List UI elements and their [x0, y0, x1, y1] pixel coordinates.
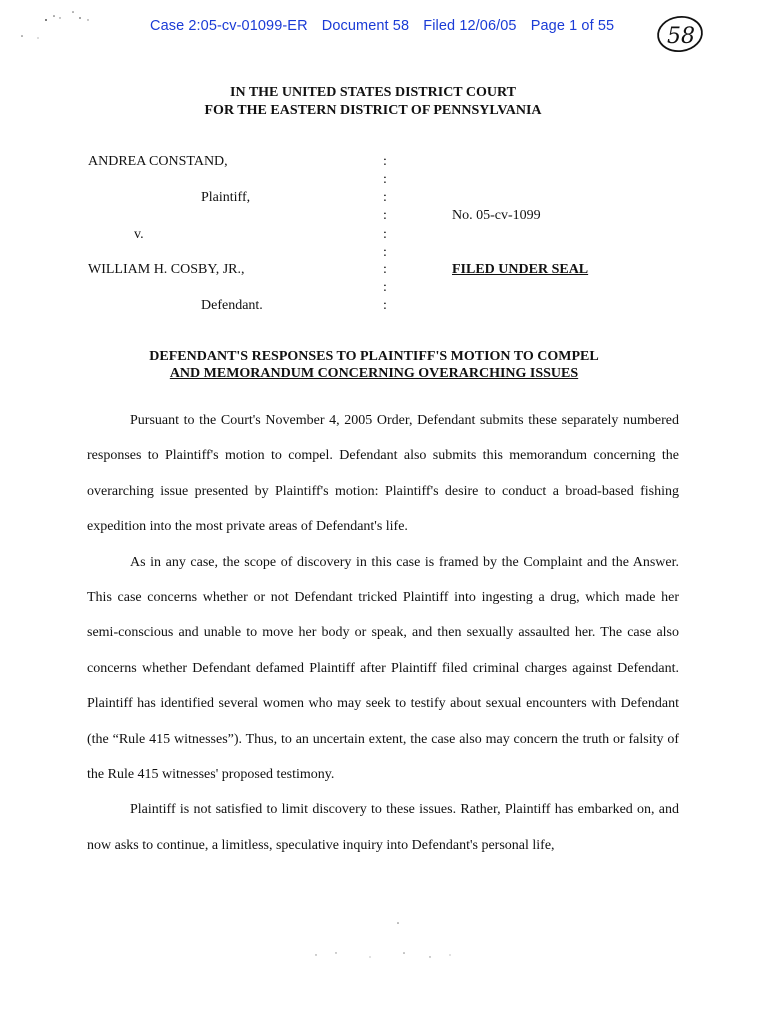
caption-colon: : — [383, 227, 387, 242]
case-caption — [0, 0, 768, 330]
case-number-label: Case 2:05-cv-01099-ER — [150, 18, 308, 34]
document-number-label: Document 58 — [321, 18, 410, 34]
defendant-role: Defendant. — [201, 298, 263, 313]
caption-colon: : — [383, 245, 387, 260]
caption-colon: : — [383, 154, 387, 169]
defendant-name: WILLIAM H. COSBY, JR., — [88, 262, 245, 277]
versus-label: v. — [134, 227, 144, 242]
caption-colon: : — [383, 298, 387, 313]
caption-colon: : — [383, 280, 387, 295]
document-title-line-1: DEFENDANT'S RESPONSES TO PLAINTIFF'S MOTION TO COMPEL — [149, 349, 599, 364]
court-heading-line-1: IN THE UNITED STATES DISTRICT COURT — [230, 85, 516, 100]
caption-colon: : — [383, 208, 387, 223]
document-title-line-2: AND MEMORANDUM CONCERNING OVERARCHING ISSUES — [169, 366, 579, 381]
scan-noise-marks-bottom — [300, 915, 480, 965]
document-title — [0, 348, 758, 382]
paragraph: As in any case, the scope of discovery in this case is framed by the Complaint and the Answer. This case concerns whether or not Defendant tricked Plaintiff into ingesting a drug, which made her semi-conscious and unable to move her body or speak, and then sexually assaulted her. The case also concerns whether Defendant defamed Plaintiff after Plaintiff filed criminal charges against Defendant. Plaintiff has identified several women who may seek to testify about sexual encounters with Defendant (the “Rule 415 witnesses”). Thus, to an uncertain extent, the case also may concern the truth or falsity of the Rule 415 witnesses' proposed testimony. — [87, 554, 679, 783]
caption-colon: : — [383, 262, 387, 277]
paragraph: Pursuant to the Court's November 4, 2005 Order, Defendant submits these separately numbered responses to Plaintiff's motion to compel. Defendant also submits this memorandum concerning the overarching issue presented by Plaintiff's motion: Plaintiff's desire to conduct a broad-based fishing expedition into the most private areas of Defendant's life. — [87, 413, 679, 535]
court-heading-line-2: FOR THE EASTERN DISTRICT OF PENNSYLVANIA — [204, 103, 542, 118]
plaintiff-name: ANDREA CONSTAND, — [88, 154, 228, 169]
filed-date-label: Filed 12/06/05 — [423, 18, 517, 34]
body-text — [87, 403, 679, 863]
caption-colon: : — [383, 172, 387, 187]
paragraph: Plaintiff is not satisfied to limit discovery to these issues. Rather, Plaintiff has embarked on, and now asks to continue, a limitless, speculative inquiry into Defendant's personal life, — [87, 802, 679, 853]
plaintiff-role: Plaintiff, — [201, 190, 251, 205]
case-number: No. 05-cv-1099 — [452, 208, 541, 223]
filed-under-seal-notice: FILED UNDER SEAL — [452, 262, 589, 277]
caption-colon: : — [383, 190, 387, 205]
page-count-label: Page 1 of 55 — [530, 18, 615, 34]
handwritten-docket-number: 58 — [667, 24, 695, 49]
